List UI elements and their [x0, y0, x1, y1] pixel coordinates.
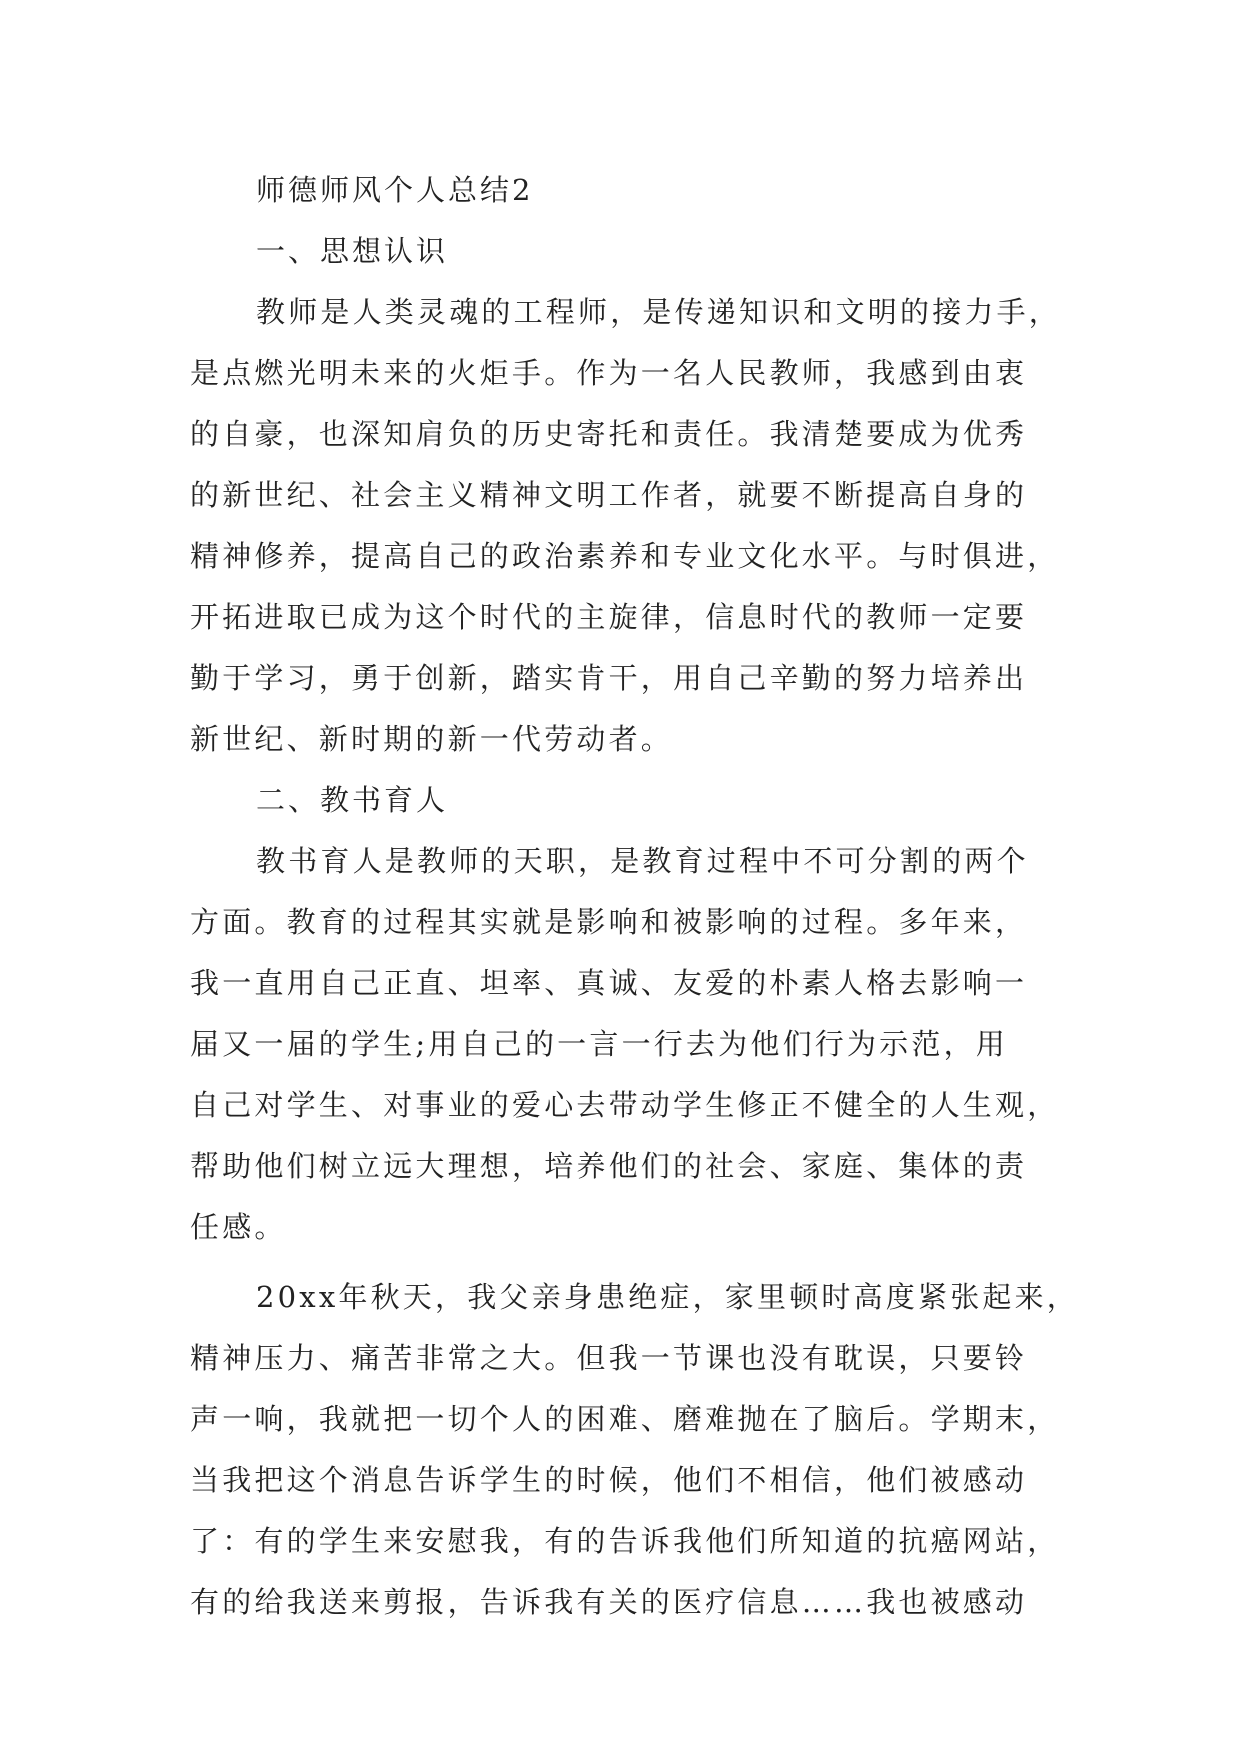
paragraph-line: 任感。 [190, 1210, 287, 1244]
paragraph-line: 的新世纪、社会主义精神文明工作者，就要不断提高自身的 [190, 478, 1028, 512]
paragraph-line: 是点燃光明未来的火炬手。作为一名人民教师，我感到由衷 [190, 356, 1028, 390]
paragraph-line: 声一响，我就把一切个人的困难、磨难抛在了脑后。学期末， [190, 1402, 1060, 1436]
paragraph-line: 精神压力、痛苦非常之大。但我一节课也没有耽误，只要铃 [190, 1341, 1028, 1375]
paragraph-line: 方面。教育的过程其实就是影响和被影响的过程。多年来， [190, 905, 1028, 939]
paragraph-line: 我一直用自己正直、坦率、真诚、友爱的朴素人格去影响一 [190, 966, 1028, 1000]
paragraph-line: 帮助他们树立远大理想，培养他们的社会、家庭、集体的责 [190, 1149, 1028, 1183]
section-thought [190, 221, 1070, 770]
paragraph-line: 当我把这个消息告诉学生的时候，他们不相信，他们被感动 [190, 1463, 1028, 1497]
section-heading: 一、思想认识 [256, 234, 449, 268]
paragraph-line: 教书育人是教师的天职，是教育过程中不可分割的两个 [256, 844, 1029, 878]
paragraph [190, 1267, 1080, 1633]
paragraph [190, 831, 1070, 1258]
paragraph-line: 勤于学习，勇于创新，踏实肯干，用自己辛勤的努力培养出 [190, 661, 1028, 695]
paragraph-line: 的自豪，也深知肩负的历史寄托和责任。我清楚要成为优秀 [190, 417, 1028, 451]
paragraph-line: 开拓进取已成为这个时代的主旋律，信息时代的教师一定要 [190, 600, 1028, 634]
paragraph-line: 新世纪、新时期的新一代劳动者。 [190, 722, 674, 756]
paragraph-line: 教师是人类灵魂的工程师，是传递知识和文明的接力手， [256, 295, 1062, 329]
document-page [190, 160, 1080, 1633]
section-heading: 二、教书育人 [256, 783, 449, 817]
paragraph-line: 自己对学生、对事业的爱心去带动学生修正不健全的人生观， [190, 1088, 1060, 1122]
paragraph-line: 有的给我送来剪报，告诉我有关的医疗信息……我也被感动 [190, 1585, 1028, 1619]
paragraph-line: 20xx年秋天，我父亲身患绝症，家里顿时高度紧张起来， [256, 1280, 1080, 1314]
paragraph [190, 282, 1070, 770]
section-teaching [190, 770, 1080, 1633]
paragraph-line: 届又一届的学生;用自己的一言一行去为他们行为示范，用 [190, 1027, 1008, 1061]
paragraph-line: 了：有的学生来安慰我，有的告诉我他们所知道的抗癌网站， [190, 1524, 1060, 1558]
paragraph-line: 精神修养，提高自己的政治素养和专业文化水平。与时俱进， [190, 539, 1060, 573]
document-title: 师德师风个人总结2 [256, 173, 534, 207]
paragraph-gap [190, 1258, 1070, 1267]
